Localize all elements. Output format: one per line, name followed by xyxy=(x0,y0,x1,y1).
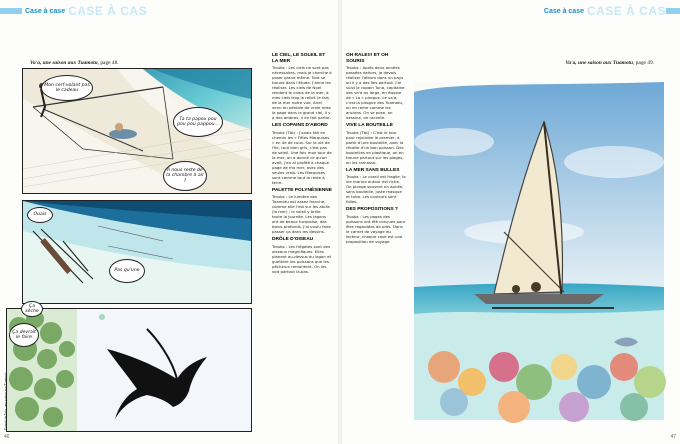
article-section xyxy=(272,53,332,120)
article-section xyxy=(272,123,332,185)
speech-bubble: Ta ta papou pou pou pou pappou... xyxy=(173,107,223,137)
section-heading: LES COPAINS D'ABORD xyxy=(272,123,328,129)
article-section xyxy=(346,168,406,205)
article-column-2 xyxy=(346,50,406,244)
header-accent-bar xyxy=(666,8,680,14)
speech-bubble: Mon cerf-volant pas le cadeau xyxy=(41,75,93,101)
frigatebird-illustration xyxy=(7,309,251,431)
section-heading: DES PROPOSITIONS ? xyxy=(346,207,398,213)
section-text: Troubs : Les frégates sont des oiseaux magnifiques. Elles planent au-dessus du lagon et guettent les poissons que les pêcheurs remontent. On les voit partout là-bas. xyxy=(272,243,332,274)
section-text: Troubs (Tbt) : C'est le tour pour rejoindre le premier, à partir d'une bouteille, avec la récolte d'un bon poisson. Des bouteilles en plastique, on en trouve partout sur les plages, on les ramasse. xyxy=(346,129,404,165)
left-header-rail xyxy=(0,4,147,18)
article-section xyxy=(346,53,406,120)
section-text: Troubs : Après deux années passées dehors, je devais réaliser l'album dans un pays où il y a des îles partout. J'ai suivi le copain Tuna, capitaine des va'a au large, en équipe de « La » pirogue. Le va'a, c'est la pirogue des Tuamotu, on en rame comme les anciens. On se pose, on dessine, on raconte. xyxy=(346,65,405,121)
section-text: Troubs : Le lumière des Tuamotu est assez franche, comme elle l'est sur les atolls (la mer) ; le soleil y brille toute la journée. Les lagons ont de beaux turquoise, des bleus profonds. J'ai voulu faire passer ça dans les dessins. xyxy=(272,194,331,235)
left-section-watermark: CASE À CAS xyxy=(68,4,148,18)
right-caption-page: , page 49. xyxy=(633,60,654,66)
speech-bubble: Pas qu'une xyxy=(109,259,145,283)
pirogue-watercolor xyxy=(414,82,664,420)
illustration-sailing-pirogue xyxy=(414,82,664,420)
speech-bubble: Ça sèche xyxy=(21,301,43,317)
right-section-tag: Case à case xyxy=(543,7,584,15)
section-heading: LE CIEL, LE SOLEIL ET LA MER xyxy=(272,53,326,64)
page-gutter xyxy=(338,0,342,444)
section-heading: LA MER SANS BULLES xyxy=(346,167,400,173)
lagoon-illustration xyxy=(23,201,251,303)
section-heading: DRÔLE D'OISEAU xyxy=(272,237,314,243)
left-section-tag: Case à case xyxy=(25,7,66,15)
speech-bubble: Ouais xyxy=(27,207,53,223)
section-text: Troubs : Le corail est fragile, la vie marine autour est riche. On plonge souvent en apnée, sans bouteille, juste masque et tuba. Les couleurs sont folles. xyxy=(346,174,406,205)
section-heading: VIVE LA BOUTEILLE xyxy=(346,123,393,129)
section-heading: PALETTE POLYNÉSIENNE xyxy=(272,187,332,193)
left-page-number: 46 xyxy=(4,434,10,440)
section-heading: OH RALE!!! ET OH SOURIS xyxy=(346,53,389,64)
right-caption xyxy=(565,60,654,66)
right-section-watermark: CASE À CAS xyxy=(586,4,666,18)
article-section xyxy=(346,207,406,244)
article-section xyxy=(346,123,406,165)
left-caption-page: , page 48. xyxy=(97,60,119,66)
right-header-rail xyxy=(541,4,680,18)
section-text: Troubs : Les ciels ne sont pas nécessaires, mais je cherche à poser grand même. Tout se trouve dans l'étude. J'aime les réaliser. Les ciels de Noel rendent le corps de la mer, à mes ciels trop le relief. Je fais de la mer notre vue, Ariel venu en pénible de vraie mise la page dans le grand ciel, il y a des ombres, il en fait partie. xyxy=(272,65,332,121)
article-section xyxy=(272,188,332,235)
comic-panel-lagoon xyxy=(22,200,252,304)
section-text: Troubs (Tbt) : J'avais fait en chemin les « Fêtes Marquises » en 4e de couv. Sur la vie de l'île, tout bien gris, c'est pas de soleil. Une fois mon tour de la mer, on a donné ce qu'on avait, j'en ai profité à chaque page de ma mer, avec des seules vrais. Les Marquises sont comme tout le reste à terre. xyxy=(272,129,332,185)
section-text: Troubs : Les pages des poissons ont été conçues pour être regardées de près. Dans le carnet de voyage du lecteur, chaque case est une proposition de voyage. xyxy=(346,213,406,244)
left-caption xyxy=(30,60,119,66)
right-caption-title: Va'a, une saison aux Tuamotu xyxy=(565,60,634,66)
right-page-number: 47 xyxy=(670,434,676,440)
header-accent-bar xyxy=(0,8,22,14)
comic-panel-frigatebird xyxy=(6,303,252,432)
speech-bubble: Ça devrait le faire xyxy=(9,323,39,347)
speech-bubble: Il nous reste de la chambre à air ? xyxy=(163,161,207,191)
article-section xyxy=(272,237,332,274)
left-caption-title: Va'a, une saison aux Tuamotu xyxy=(30,60,98,66)
image-credit: Extrait de Va'a, une saison aux Tuamotu xyxy=(4,372,8,430)
article-column-1 xyxy=(272,50,332,274)
comic-panel-beach xyxy=(22,68,252,194)
